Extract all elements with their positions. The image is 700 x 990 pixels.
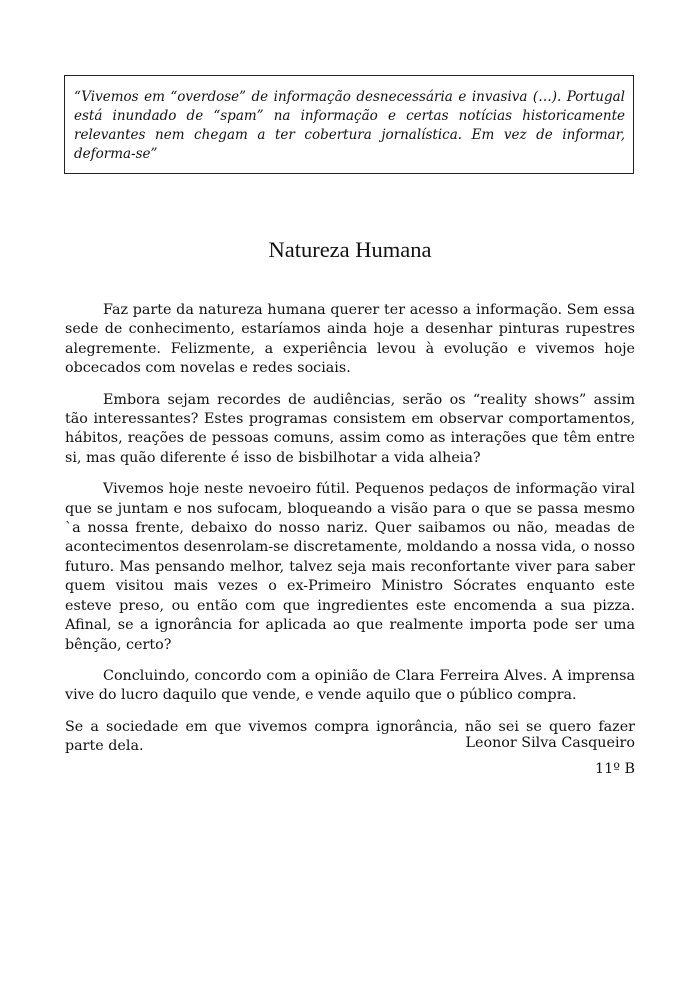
quote-text: “Vivemos em “overdose” de informação desnecessária e invasiva (…). Portugal está inundado de “spam” na informação e certas notícias historicamente relevantes nem chegam a ter cobertura jornalística. Em vez de informar, deforma-se” <box>74 89 625 162</box>
author-name: Leonor Silva Casqueiro <box>465 735 635 751</box>
paragraph-4: Concluindo, concordo com a opinião de Clara Ferreira Alves. A imprensa vive do lucro daquilo que vende, e vende aquilo que o público compra. <box>65 667 635 704</box>
signature-block <box>466 734 635 786</box>
paragraph-3: Vivemos hoje neste nevoeiro fútil. Pequenos pedaços de informação viral que se juntam e nos sufocam, bloqueando a visão para o que se passa mesmo `a nossa frente, debaixo do nosso nariz. Quer saibamos ou não, meadas de acontecimentos desenrolam-se discretamente, moldando a nossa vida, o nosso futuro. Mas pensando melhor, talvez seja mais reconfortante viver para saber quem visitou mais vezes o ex-Primeiro Ministro Sócrates enquanto este esteve preso, ou então com que ingredientes este encomenda a sua pizza. Afinal, se a ignorância for aplicada ao que realmente importa pode ser uma bênção, certo? <box>65 481 635 653</box>
essay-body <box>65 301 635 769</box>
class-label: 11º B <box>595 761 635 777</box>
paragraph-2: Embora sejam recordes de audiências, serão os “reality shows” assim tão interessantes? Estes programas consistem em observar comportamentos, hábitos, reações de pessoas comuns, assim como as interações que têm entre si, mas quão diferente é isso de bisbilhotar a vida alheia? <box>65 391 635 466</box>
page-title: Natureza Humana <box>268 237 432 262</box>
paragraph-5: Se a sociedade em que vivemos compra ignorância, não sei se quero fazer parte dela. <box>65 718 635 755</box>
quote-box <box>64 75 634 174</box>
paragraph-1: Faz parte da natureza humana querer ter acesso a informação. Sem essa sede de conhecimento, estaríamos ainda hoje a desenhar pinturas rupestres alegremente. Felizmente, a experiência levou à evolução e vivemos hoje obcecados com novelas e redes sociais. <box>65 302 635 377</box>
